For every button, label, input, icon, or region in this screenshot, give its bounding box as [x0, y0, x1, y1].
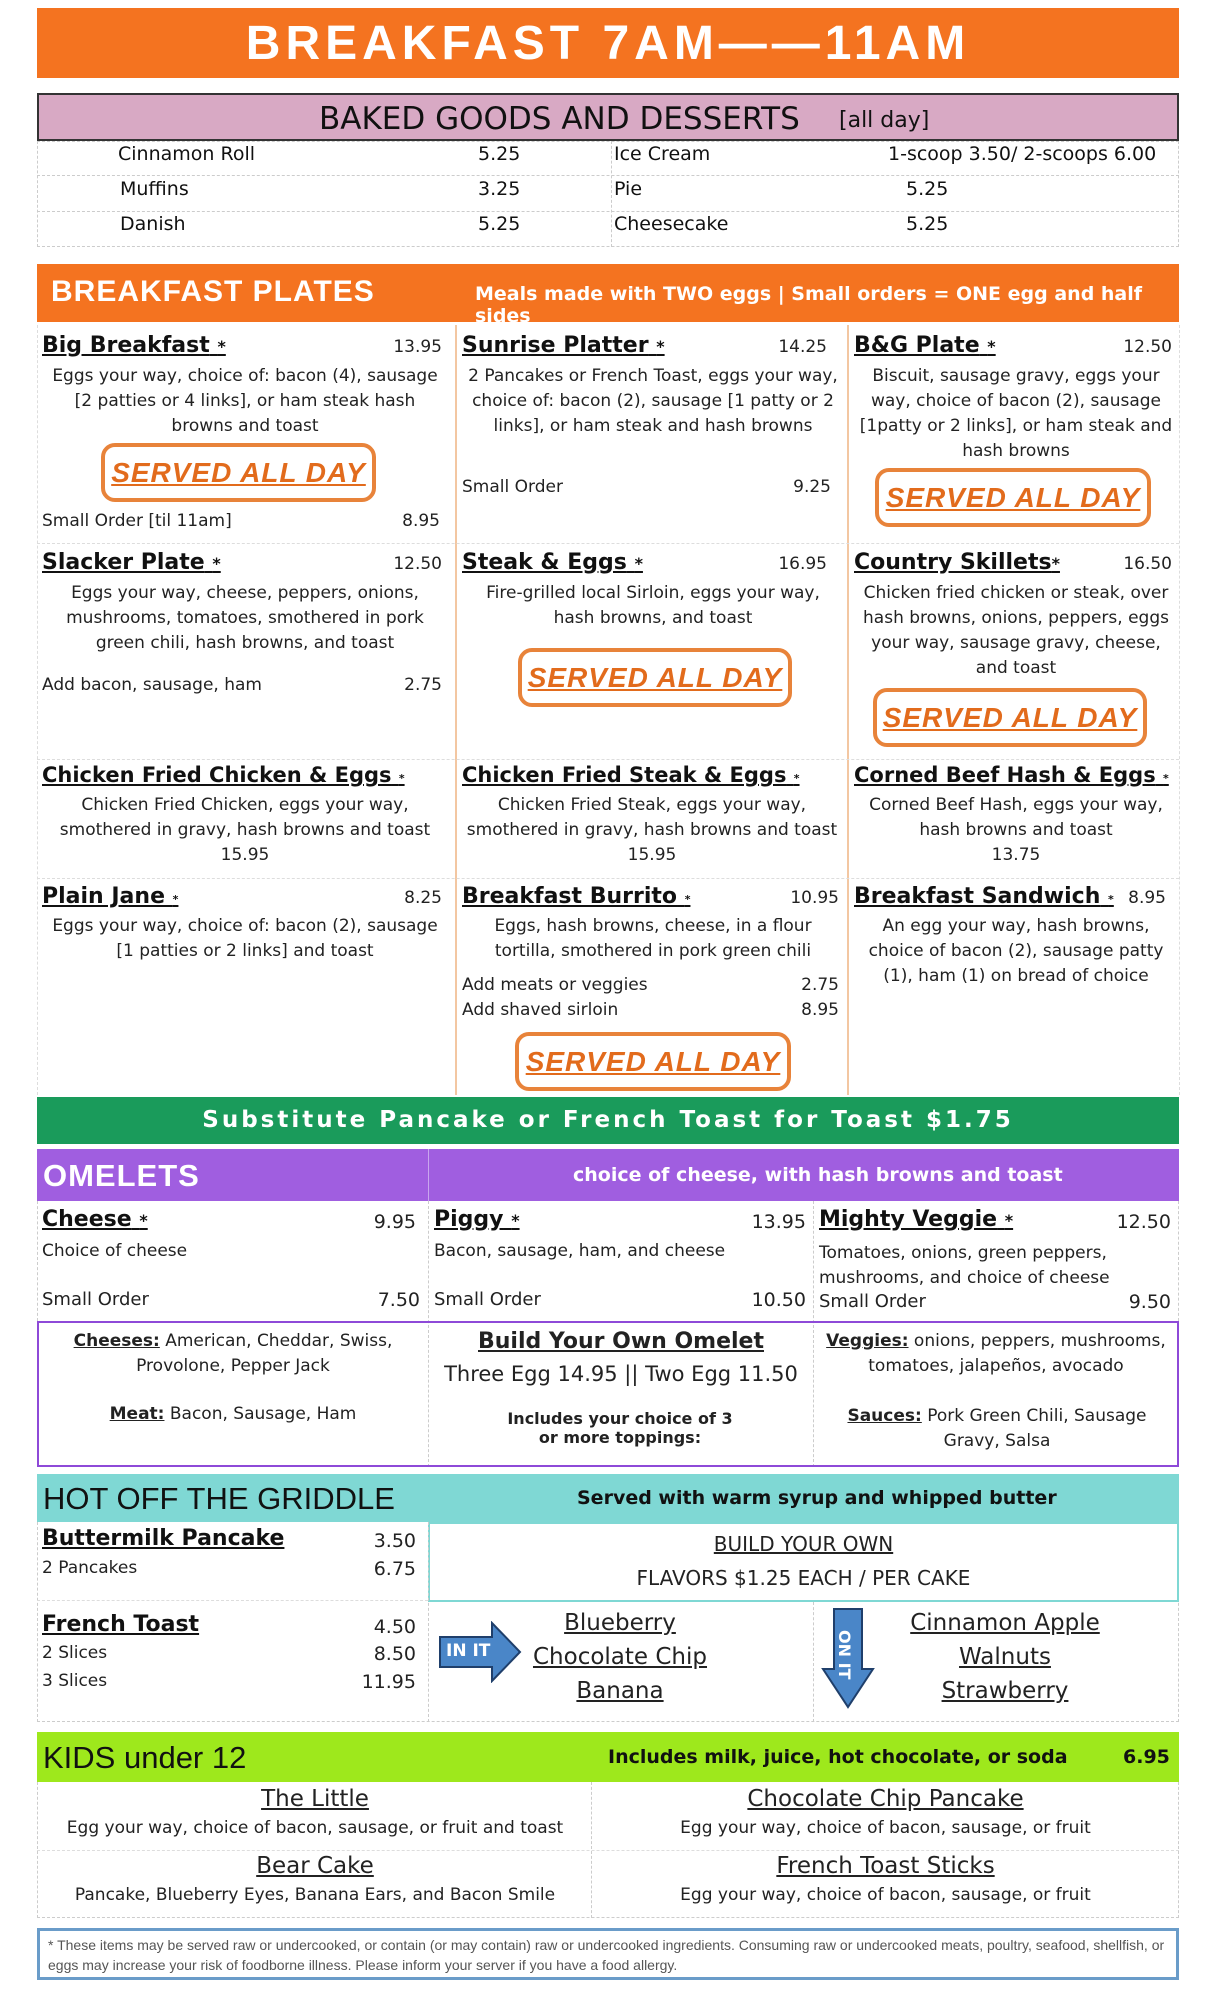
small-order-price: 9.50	[1128, 1291, 1171, 1313]
flavor-item: Chocolate Chip	[532, 1644, 708, 1670]
breakfast-plates-bar	[37, 264, 1179, 327]
small-order-price: 9.25	[793, 477, 831, 497]
item-description: Chicken Fried Steak, eggs your way, smothered in gravy, hash browns and toast	[466, 795, 838, 840]
on-it-label: ON IT	[835, 1630, 854, 1680]
griddle-title: HOT OFF THE GRIDDLE	[43, 1481, 395, 1516]
add-on-price: 8.95	[801, 1000, 839, 1020]
item-description: Eggs, hash browns, cheese, in a flour tortilla, smothered in pork green chili	[494, 916, 812, 961]
baked-goods-header	[37, 93, 1179, 141]
row-divider	[37, 211, 1179, 212]
build-omelet-title: Build Your Own Omelet	[478, 1329, 764, 1354]
baked-item-name: Cinnamon Roll	[118, 143, 256, 165]
small-order-label: Small Order	[42, 1289, 149, 1310]
flavor-item: Banana	[576, 1678, 664, 1704]
kids-item-description: Egg your way, choice of bacon, sausage, or fruit	[680, 1818, 1091, 1838]
item-price: 3.50	[373, 1530, 416, 1552]
item-name: Corned Beef Hash & Eggs *	[854, 763, 1169, 787]
row-divider	[37, 1600, 428, 1601]
item-price: 10.95	[790, 888, 839, 908]
column-divider	[428, 1522, 429, 1722]
build-omelet-price: Three Egg 14.95 || Two Egg 11.50	[444, 1362, 798, 1386]
small-order-label: Small Order [til 11am]	[42, 511, 232, 531]
allergy-disclaimer: * These items may be served raw or undercooked, or contain (or may contain) raw or undercooked ingredients. Consuming raw or undercooked meats, poultry, seafood, shellfish, or eggs may increase your risk of foodborne illness. Please inform your server if you have a food allergy.	[37, 1928, 1179, 1980]
item-description: Bacon, sausage, ham, and cheese	[434, 1241, 726, 1261]
item-name: Country Skillets*	[854, 550, 1060, 575]
bar-divider	[428, 1149, 429, 1201]
item-price: 8.25	[404, 888, 442, 908]
build-your-own-title: BUILD YOUR OWN	[713, 1532, 894, 1556]
item-name: Slacker Plate *	[42, 550, 221, 575]
grid-edge	[1179, 325, 1180, 1095]
column-divider	[813, 1602, 814, 1722]
item-name: Breakfast Burrito *	[462, 884, 691, 909]
baked-goods-title: BAKED GOODS AND DESSERTS	[319, 101, 800, 137]
baked-item-name: Cheesecake	[614, 213, 729, 235]
build-your-own-price: FLAVORS $1.25 EACH / PER CAKE	[636, 1566, 971, 1590]
item-name: Breakfast Sandwich *	[854, 884, 1114, 909]
served-all-day-stamp: SERVED ALL DAY	[101, 443, 376, 502]
veggies-list: Veggies: onions, peppers, mushrooms, tomatoes, jalapeños, avocado	[826, 1331, 1166, 1376]
item-description: Chicken Fried Chicken, eggs your way, smothered in gravy, hash browns and toast	[59, 795, 431, 840]
item-name: Big Breakfast *	[42, 333, 226, 358]
row-divider	[37, 759, 1179, 760]
item-name: Piggy *	[434, 1207, 520, 1232]
add-on-label: Add meats or veggies	[462, 975, 648, 995]
item-name: French Toast	[42, 1612, 200, 1637]
baked-goods-note: [all day]	[839, 108, 930, 133]
item-description: Chicken fried chicken or steak, over hash browns, onions, peppers, eggs your way, sausage gravy, cheese, and toast	[863, 583, 1169, 678]
omelets-title: OMELETS	[43, 1158, 200, 1193]
sauces-list: Sauces: Pork Green Chili, Sausage Gravy, Salsa	[847, 1406, 1147, 1451]
breakfast-hours-banner: BREAKFAST 7AM——11AM	[37, 8, 1179, 78]
item-price: 13.75	[991, 845, 1041, 865]
baked-item-price: 5.25	[906, 213, 949, 235]
small-order-label: Small Order	[819, 1291, 926, 1312]
item-description: Corned Beef Hash, eggs your way, hash browns and toast	[869, 795, 1163, 840]
kids-price: 6.95	[1123, 1746, 1170, 1768]
baked-item-name: Danish	[120, 213, 186, 235]
item-name: Steak & Eggs *	[462, 550, 643, 575]
breakfast-plates-note: Meals made with TWO eggs | Small orders = ONE egg and half sides	[475, 283, 1143, 327]
item-price: 8.95	[1128, 888, 1166, 908]
item-price: 4.50	[373, 1616, 416, 1638]
kids-bar	[37, 1732, 1179, 1782]
sub-item-price: 11.95	[361, 1671, 416, 1693]
kids-item-name: French Toast Sticks	[776, 1853, 995, 1879]
item-price: 12.50	[1116, 1211, 1171, 1233]
sub-item-label: 2 Slices	[42, 1643, 108, 1663]
in-it-flavors	[520, 1606, 720, 1708]
baked-item-name: Pie	[614, 178, 643, 200]
item-price: 15.95	[627, 845, 677, 865]
kids-item-name: Chocolate Chip Pancake	[747, 1786, 1024, 1812]
build-omelet-note: Includes your choice of 3 or more toppings:	[507, 1409, 733, 1447]
add-on-label: Add bacon, sausage, ham	[42, 675, 262, 695]
item-price: 12.50	[393, 554, 442, 574]
item-description: Eggs your way, choice of: bacon (2), sausage [1 patties or 2 links] and toast	[52, 916, 438, 961]
item-name: Sunrise Platter *	[462, 333, 665, 358]
sub-item-price: 8.50	[373, 1643, 416, 1665]
griddle-note: Served with warm syrup and whipped butter	[577, 1487, 1057, 1509]
item-name: Chicken Fried Chicken & Eggs *	[42, 763, 405, 787]
item-description: Biscuit, sausage gravy, eggs your way, choice of bacon (2), sausage [1patty or 2 links], or ham steak and hash browns	[859, 366, 1173, 461]
item-name: B&G Plate *	[854, 333, 996, 358]
served-all-day-stamp: SERVED ALL DAY	[873, 688, 1147, 747]
sub-item-price: 6.75	[373, 1558, 416, 1580]
baked-item-name: Ice Cream	[614, 143, 711, 165]
served-all-day-stamp: SERVED ALL DAY	[875, 468, 1151, 527]
item-description: 2 Pancakes or French Toast, eggs your way, choice of: bacon (2), sausage [1 patty or 2 links], or ham steak and hash browns	[468, 366, 838, 436]
in-it-label: IN IT	[446, 1641, 491, 1661]
row-divider	[37, 1850, 1179, 1851]
item-name: Buttermilk Pancake	[42, 1526, 285, 1551]
item-description: Tomatoes, onions, green peppers, mushrooms, and choice of cheese	[819, 1243, 1110, 1288]
cheeses-list: Cheeses: American, Cheddar, Swiss, Provolone, Pepper Jack	[73, 1331, 393, 1376]
flavor-item: Cinnamon Apple	[910, 1610, 1100, 1636]
omelets-note: choice of cheese, with hash browns and toast	[573, 1164, 1063, 1186]
baked-divider	[611, 141, 612, 247]
item-name: Mighty Veggie *	[819, 1207, 1014, 1232]
flavor-item: Blueberry	[564, 1610, 676, 1636]
row-divider	[37, 878, 1179, 879]
item-name: Chicken Fried Steak & Eggs *	[462, 763, 800, 787]
kids-title: KIDS under 12	[43, 1740, 247, 1775]
served-all-day-stamp: SERVED ALL DAY	[515, 1032, 791, 1091]
flavor-item: Strawberry	[941, 1678, 1069, 1704]
baked-item-name: Muffins	[120, 178, 189, 200]
item-price: 15.95	[220, 845, 270, 865]
kids-item-name: The Little	[261, 1786, 369, 1812]
baked-item-price: 5.25	[478, 213, 521, 235]
meat-list: Meat: Bacon, Sausage, Ham	[109, 1404, 357, 1424]
kids-item-description: Egg your way, choice of bacon, sausage, or fruit and toast	[66, 1818, 564, 1838]
kids-item-description: Pancake, Blueberry Eyes, Banana Ears, and Bacon Smile	[74, 1885, 556, 1905]
item-name: Cheese *	[42, 1207, 148, 1232]
baked-item-price: 1-scoop 3.50/ 2-scoops 6.00	[888, 143, 1157, 165]
grid-edge	[37, 325, 38, 1095]
row-divider	[37, 543, 1179, 544]
item-price: 14.25	[778, 337, 827, 357]
small-order-price: 7.50	[377, 1289, 420, 1311]
sub-item-label: 2 Pancakes	[42, 1558, 138, 1578]
item-price: 12.50	[1123, 337, 1172, 357]
on-it-flavors	[880, 1606, 1130, 1708]
baked-item-price: 3.25	[478, 178, 521, 200]
item-description: Eggs your way, choice of: bacon (4), sausage [2 patties or 4 links], or ham steak hash browns and toast	[52, 366, 438, 436]
row-divider	[37, 175, 1179, 176]
breakfast-plates-title: BREAKFAST PLATES	[51, 275, 375, 308]
add-on-label: Add shaved sirloin	[462, 1000, 619, 1020]
add-on-price: 2.75	[801, 975, 839, 995]
column-divider	[847, 325, 849, 1095]
baked-item-price: 5.25	[478, 143, 521, 165]
item-description: An egg your way, hash browns, choice of bacon (2), sausage patty (1), ham (1) on bread of choice	[868, 916, 1164, 986]
kids-note: Includes milk, juice, hot chocolate, or soda	[608, 1746, 1068, 1768]
served-all-day-stamp: SERVED ALL DAY	[518, 648, 792, 707]
column-divider	[455, 325, 457, 1095]
griddle-bar	[37, 1474, 1179, 1522]
small-order-price: 10.50	[751, 1289, 806, 1311]
small-order-label: Small Order	[462, 477, 563, 497]
small-order-label: Small Order	[434, 1289, 541, 1310]
add-on-price: 2.75	[404, 675, 442, 695]
small-order-price: 8.95	[402, 511, 440, 531]
item-price: 13.95	[751, 1211, 806, 1233]
kids-item-name: Bear Cake	[256, 1853, 374, 1879]
item-description: Fire-grilled local Sirloin, eggs your way, hash browns, and toast	[486, 583, 820, 628]
item-price: 9.95	[373, 1211, 416, 1233]
omelets-bar	[37, 1149, 1179, 1201]
flavor-item: Walnuts	[959, 1644, 1051, 1670]
item-description: Eggs your way, cheese, peppers, onions, mushrooms, tomatoes, smothered in pork green chili, hash browns, and toast	[66, 583, 424, 653]
item-name: Plain Jane *	[42, 884, 179, 909]
item-description: Choice of cheese	[42, 1241, 188, 1261]
item-price: 16.50	[1123, 554, 1172, 574]
substitute-banner: Substitute Pancake or French Toast for Toast $1.75	[37, 1097, 1179, 1144]
kids-item-description: Egg your way, choice of bacon, sausage, or fruit	[680, 1885, 1091, 1905]
item-price: 13.95	[393, 337, 442, 357]
baked-item-price: 5.25	[906, 178, 949, 200]
item-price: 16.95	[778, 554, 827, 574]
sub-item-label: 3 Slices	[42, 1671, 108, 1691]
